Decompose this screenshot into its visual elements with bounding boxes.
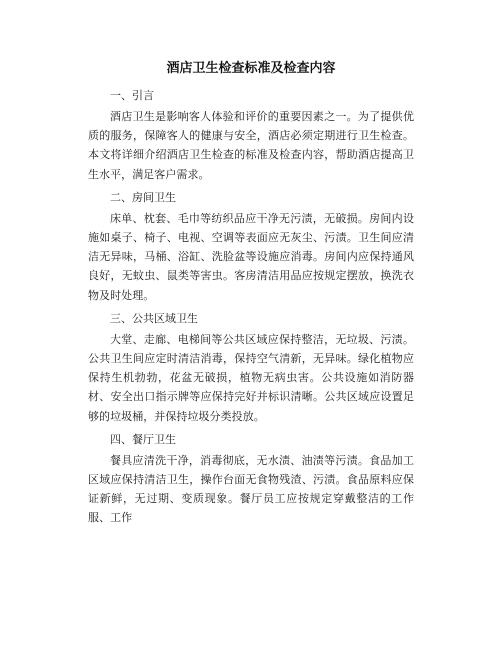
section-heading: 三、公共区域卫生 [110, 311, 198, 325]
section-paragraph: 酒店卫生是影响客人体验和评价的重要因素之一。为了提供优质的服务，保障客人的健康与安全，酒店必须定期进行卫生检查。本文将详细介绍酒店卫生检查的标准及检查内容，帮助酒店提高卫生水平，满足客户需求。 [88, 110, 414, 181]
section-heading: 四、餐厅卫生 [110, 432, 176, 446]
section-public-area-hygiene [88, 309, 414, 426]
section-introduction [88, 86, 414, 184]
section-restaurant-hygiene [88, 430, 414, 528]
section-paragraph: 床单、枕套、毛巾等纺织品应干净无污渍，无破损。房间内设施如桌子、椅子、电视、空调等表面应无灰尘、污渍。卫生间应清洁无异味，马桶、浴缸、洗脸盆等设施应消毒。房间内应保持通风良好，无蚊虫、鼠类等害虫。客房清洁用品应按规定摆放，换洗衣物及时处理。 [88, 211, 414, 302]
section-room-hygiene [88, 188, 414, 305]
section-heading: 二、房间卫生 [110, 190, 176, 204]
document-title: 酒店卫生检查标准及检查内容 [166, 61, 336, 76]
section-heading: 一、引言 [110, 89, 154, 102]
section-paragraph: 餐具应清洗干净，消毒彻底，无水渍、油渍等污渍。食品加工区域应保持清洁卫生，操作台面无食物残渣、污渍。食品原料应保证新鲜，无过期、变质现象。餐厅员工应按规定穿戴整洁的工作服、工作 [88, 453, 414, 525]
section-paragraph: 大堂、走廊、电梯间等公共区域应保持整洁，无垃圾、污渍。公共卫生间应定时清洁消毒，保持空气清新，无异味。绿化植物应保持生机勃勃，花盆无破损，植物无病虫害。公共设施如消防器材、安全出口指示牌等应保持完好并标识清晰。公共区域应设置足够的垃圾桶，并保持垃圾分类投放。 [88, 332, 414, 423]
